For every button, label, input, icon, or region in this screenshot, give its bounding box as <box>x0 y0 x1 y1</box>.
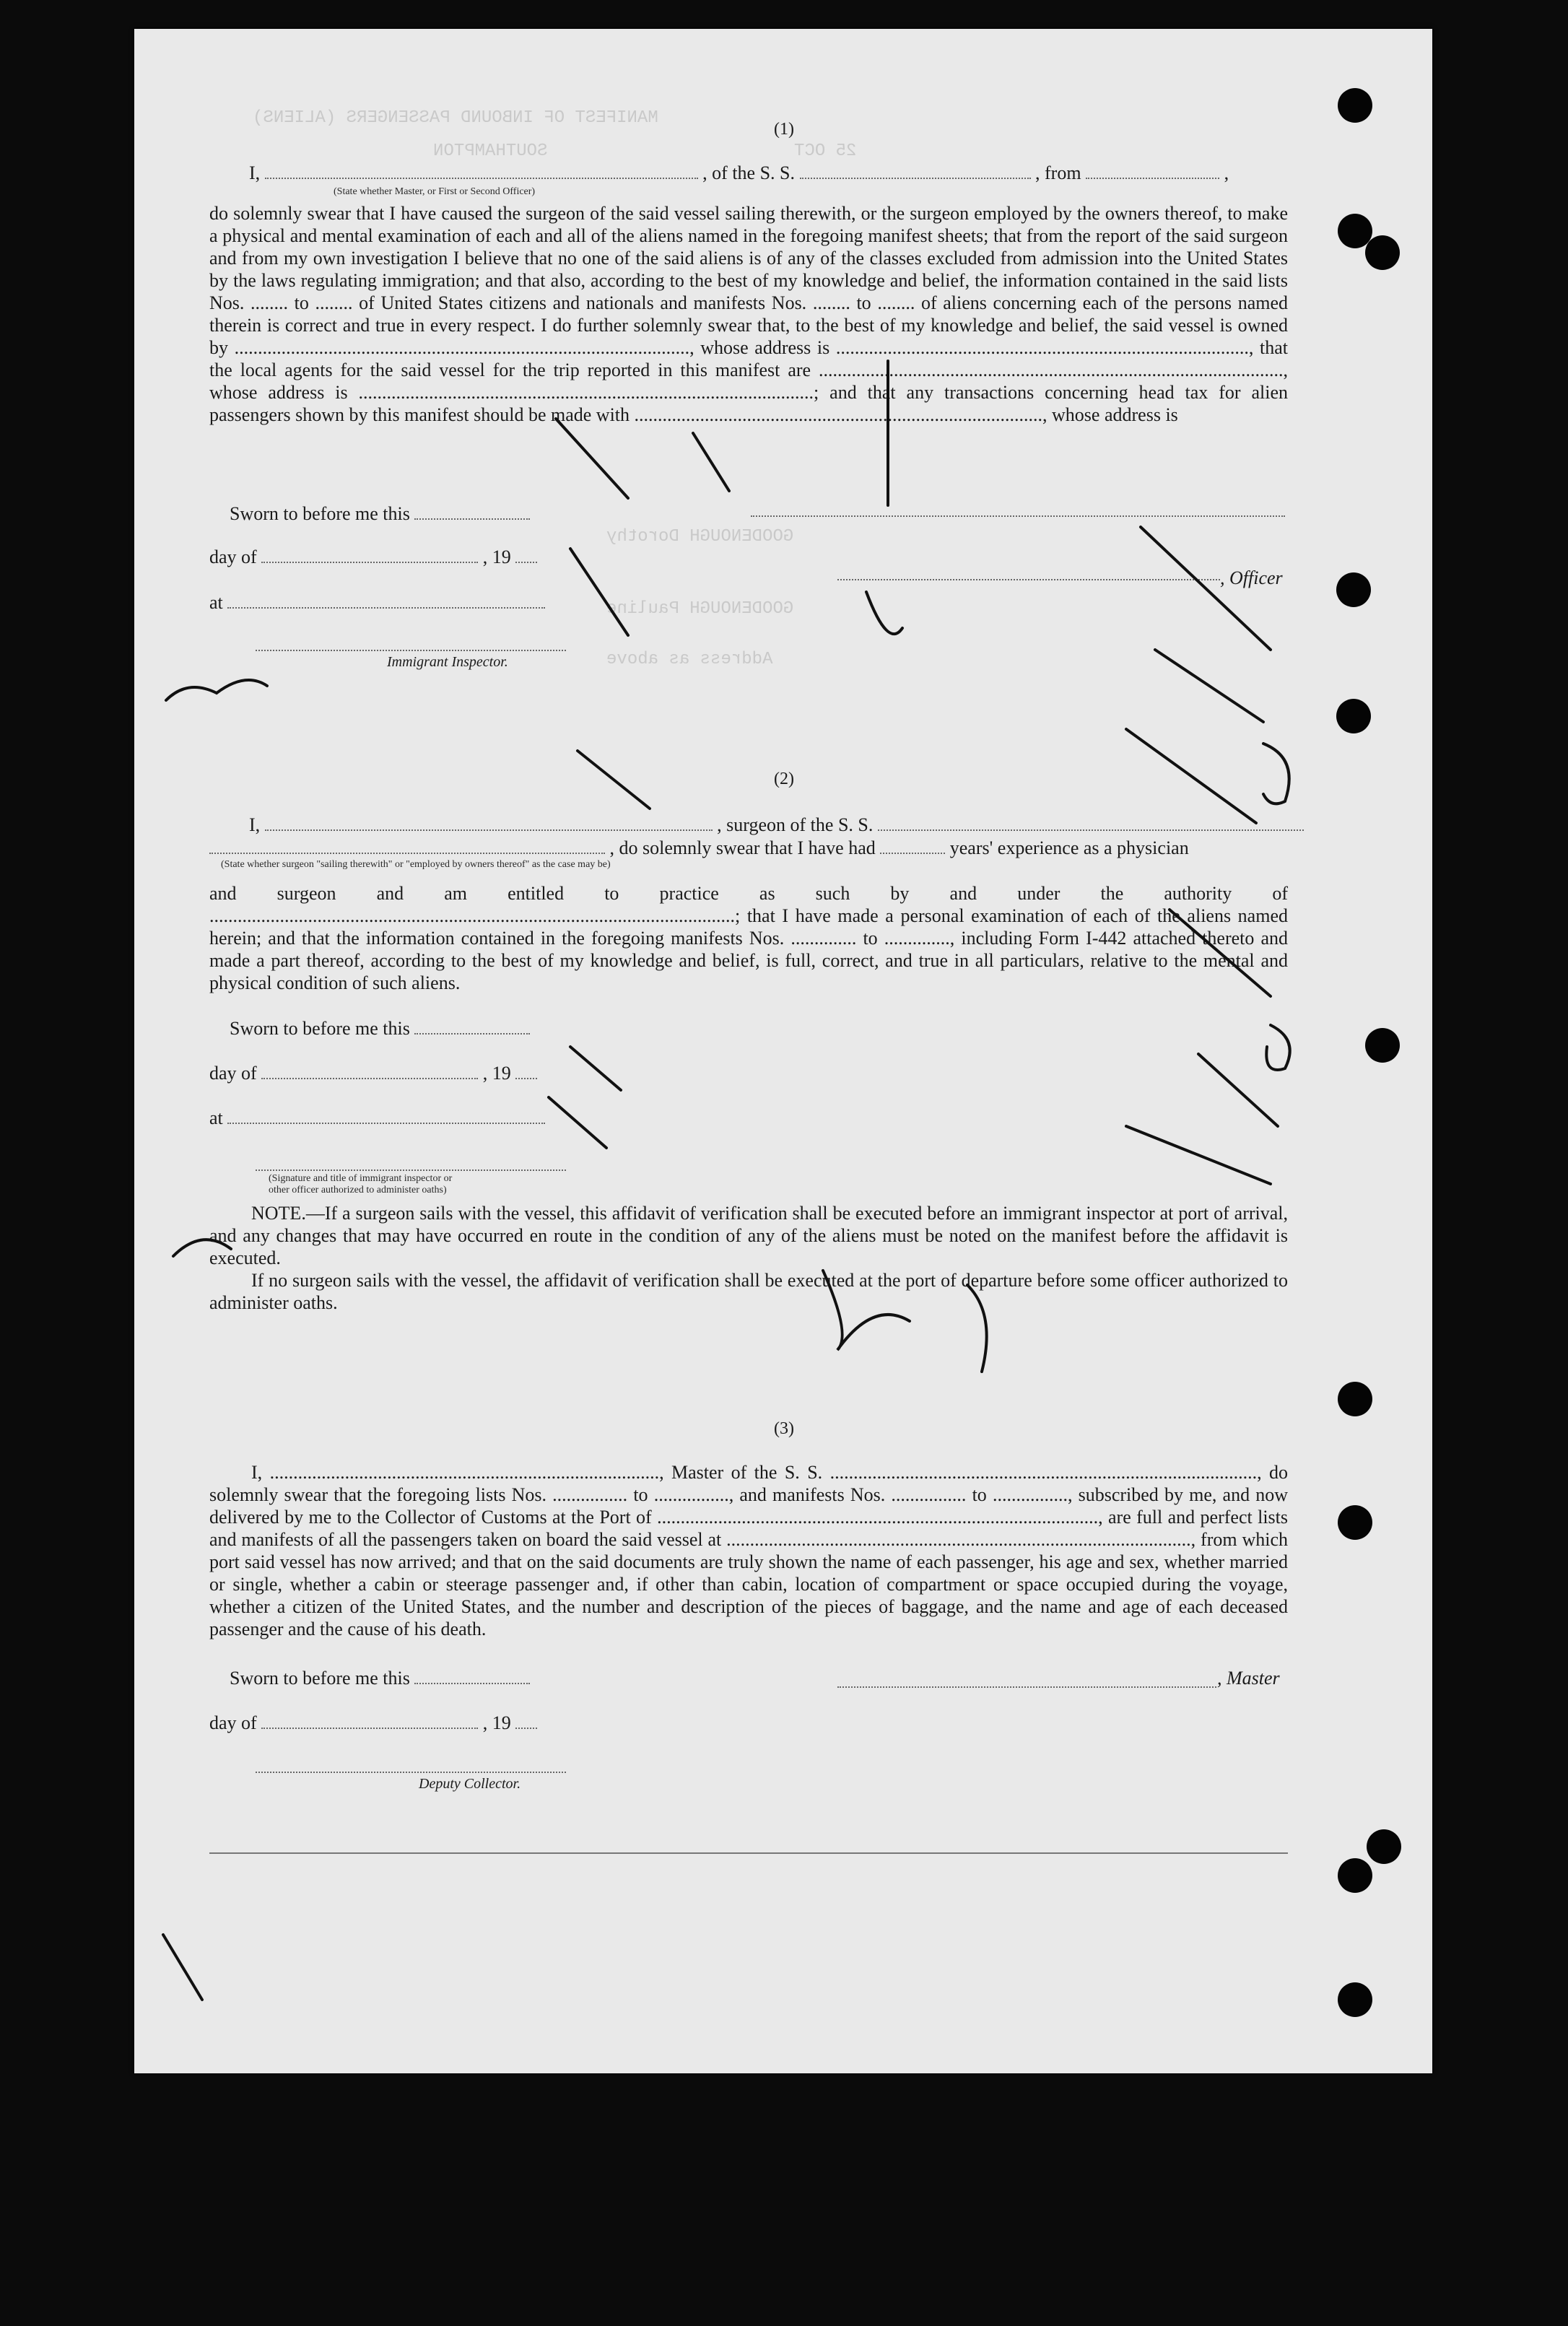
section-1-number: (1) <box>774 120 794 139</box>
signature-note-1: (Signature and title of immigrant inspector or <box>269 1173 453 1184</box>
day-blank <box>261 1063 478 1079</box>
surgeon-note: (State whether surgeon "sailing therewith" or "employed by owners thereof" as the case may be) <box>221 859 611 870</box>
inspector-label: Immigrant Inspector. <box>387 654 508 670</box>
at-label: at <box>209 1107 223 1128</box>
at-label: at <box>209 592 223 613</box>
day-of-label: day of <box>209 1712 257 1733</box>
sworn-blank <box>414 1019 530 1034</box>
year-blank <box>515 1063 537 1079</box>
sworn-label: Sworn to before me this <box>230 1018 410 1039</box>
section-2-number: (2) <box>774 770 794 788</box>
officer-signature-line <box>751 515 1285 517</box>
day-of-label: day of <box>209 546 257 567</box>
signature-note-2: other officer authorized to administer oaths) <box>269 1185 447 1195</box>
day-row-1 <box>209 546 537 568</box>
day-blank <box>261 1713 478 1729</box>
bottom-rule <box>209 1852 1288 1854</box>
binding-hole <box>1365 1028 1400 1063</box>
binding-hole <box>1338 1858 1372 1893</box>
years-blank <box>880 838 945 854</box>
binding-hole <box>1336 572 1371 607</box>
section-2-line2 <box>209 837 1189 859</box>
binding-hole <box>1338 1505 1372 1540</box>
sworn-row-3 <box>230 1668 530 1689</box>
i-label: I, <box>249 814 261 835</box>
binding-hole <box>1338 1982 1372 2017</box>
collector-label: Deputy Collector. <box>419 1776 521 1792</box>
officer-signature-line-2 <box>837 579 1220 580</box>
sworn-blank <box>414 504 530 520</box>
year-blank <box>515 1713 537 1729</box>
bleed-port: SOUTHAMPTON <box>433 141 548 161</box>
year-blank <box>515 547 537 563</box>
master-signature-line <box>837 1686 1216 1688</box>
vessel-blank <box>878 815 1304 831</box>
collector-signature-line <box>256 1772 566 1773</box>
day-row-2 <box>209 1063 537 1084</box>
section-2-note-2: If no surgeon sails with the vessel, the affidavit of verification shall be executed at the port of departure before some officer authorized to administer oaths. <box>209 1270 1288 1313</box>
from-label: , from <box>1035 162 1081 183</box>
section-2-body: and surgeon and am entitled to practice as such by and under the authority of ................................................................................................................; that I have made a personal examination of each of the aliens named herein; and that the information contained in the foregoing manifests Nos. .............. to .............., including Form I-442 attached thereto and made a part thereof, according to the best of my knowledge and belief, is full, correct, and true in all particulars, relative to the mental and physical condition of such aliens. <box>209 883 1288 993</box>
binding-hole <box>1365 235 1400 270</box>
master-note: (State whether Master, or First or Second Officer) <box>334 186 536 197</box>
master-label: , Master <box>1217 1668 1280 1689</box>
swear-label: , do solemnly swear that I have had <box>609 837 876 858</box>
sworn-row-2 <box>230 1018 530 1040</box>
binding-hole <box>1338 88 1372 123</box>
at-blank <box>227 593 545 609</box>
section-3-body: I, ..................................................................................., Master of the S. S. ..........................................................................................., do solemnly swear that the foregoing lists Nos. ................ to ................, and manifests Nos. ................ to ................, subscribed by me, and now delivered by me to the Collector of Customs at the Port of .............................................................................................., are full and perfect lists and manifests of all the passengers taken on board the said vessel at ..................................................................................................., from which port said vessel has now arrived; and that on the said documents are truly shown the name of each passenger, his age and sex, whether married or single, whether a cabin or steerage passenger and, if other than cabin, location of compartment or space occupied during the voyage, whether a citizen of the United States, and the number and description of the pieces of baggage, and the name and age of each deceased passenger and the cause of his death. <box>209 1462 1288 1639</box>
bleed-line: GOODENOUGH Dorothy <box>606 527 794 546</box>
sworn-row-1 <box>230 503 530 525</box>
sworn-blank <box>414 1668 530 1684</box>
binding-hole <box>1338 1382 1372 1416</box>
of-ss-label: , of the S. S. <box>702 162 796 183</box>
surgeon-name-blank <box>265 815 713 831</box>
day-row-3 <box>209 1712 537 1734</box>
years-label: years' experience as a physician <box>949 837 1189 858</box>
year-label: , 19 <box>482 1063 511 1084</box>
day-of-label: day of <box>209 1063 257 1084</box>
from-blank <box>1086 163 1219 179</box>
year-label: , 19 <box>482 1712 511 1733</box>
i-label: I, <box>249 162 261 183</box>
sailing-blank <box>209 838 605 854</box>
day-blank <box>261 547 478 563</box>
bleed-date: 25 OCT <box>794 141 857 161</box>
vessel-blank <box>800 163 1031 179</box>
binding-hole <box>1336 699 1371 733</box>
officer-label: , Officer <box>1220 567 1283 588</box>
section-1-body: do solemnly swear that I have caused the surgeon of the said vessel sailing therewith, or the surgeon employed by the owners thereof, to make a physical and mental examination of each and all of the aliens named in the foregoing manifest sheets; that from the report of the said surgeon and from my own investigation I believe that no one of the said aliens is of any of the classes excluded from admission into the United States by the laws regulating immigration; and that also, according to the best of my knowledge and belief, the information contained in the said lists Nos. ........ to ........ of United States citizens and nationals and manifests Nos. ........ to ........ of aliens concerning each of the persons named therein is correct and true in every respect. I do further solemnly swear that, to the best of my knowledge and belief, the said vessel is owned by ................................................................................................., whose address is ........................................................................................, that the local agents for the said vessel for the trip reported in this manifest are ..................................................................................................., whose address is .................................................................................................; and that any transactions concerning head tax for alien passengers shown by this manifest should be made with ......................................................................................., whose address is <box>209 203 1288 425</box>
section-3-number: (3) <box>774 1419 794 1438</box>
bleed-line: Address as above <box>606 650 773 669</box>
bleed-header: MANIFEST OF INBOUND PASSENGERS (ALIENS) <box>253 108 658 128</box>
inspector-signature-line-2 <box>256 1169 566 1171</box>
section-2-note: NOTE.—If a surgeon sails with the vessel, this affidavit of verification shall be executed before an immigrant inspector at port of arrival, and any changes that may have occurred en route in the condition of any of the aliens must be noted on the manifest before the affidavit is executed. <box>209 1203 1288 1268</box>
sworn-label: Sworn to before me this <box>230 1668 410 1689</box>
at-row-2 <box>209 1107 545 1129</box>
year-label: , 19 <box>482 546 511 567</box>
name-blank <box>265 163 698 179</box>
bleed-line: GOODENOUGH Pauline <box>606 599 794 619</box>
inspector-signature-line <box>256 650 566 651</box>
at-row-1 <box>209 592 545 614</box>
at-blank <box>227 1108 545 1124</box>
section-1-line1 <box>249 162 1229 184</box>
binding-hole <box>1367 1829 1401 1864</box>
surgeon-of-label: , surgeon of the S. S. <box>717 814 874 835</box>
section-2-line1 <box>249 814 1304 836</box>
sworn-label: Sworn to before me this <box>230 503 410 524</box>
comma: , <box>1224 162 1229 183</box>
